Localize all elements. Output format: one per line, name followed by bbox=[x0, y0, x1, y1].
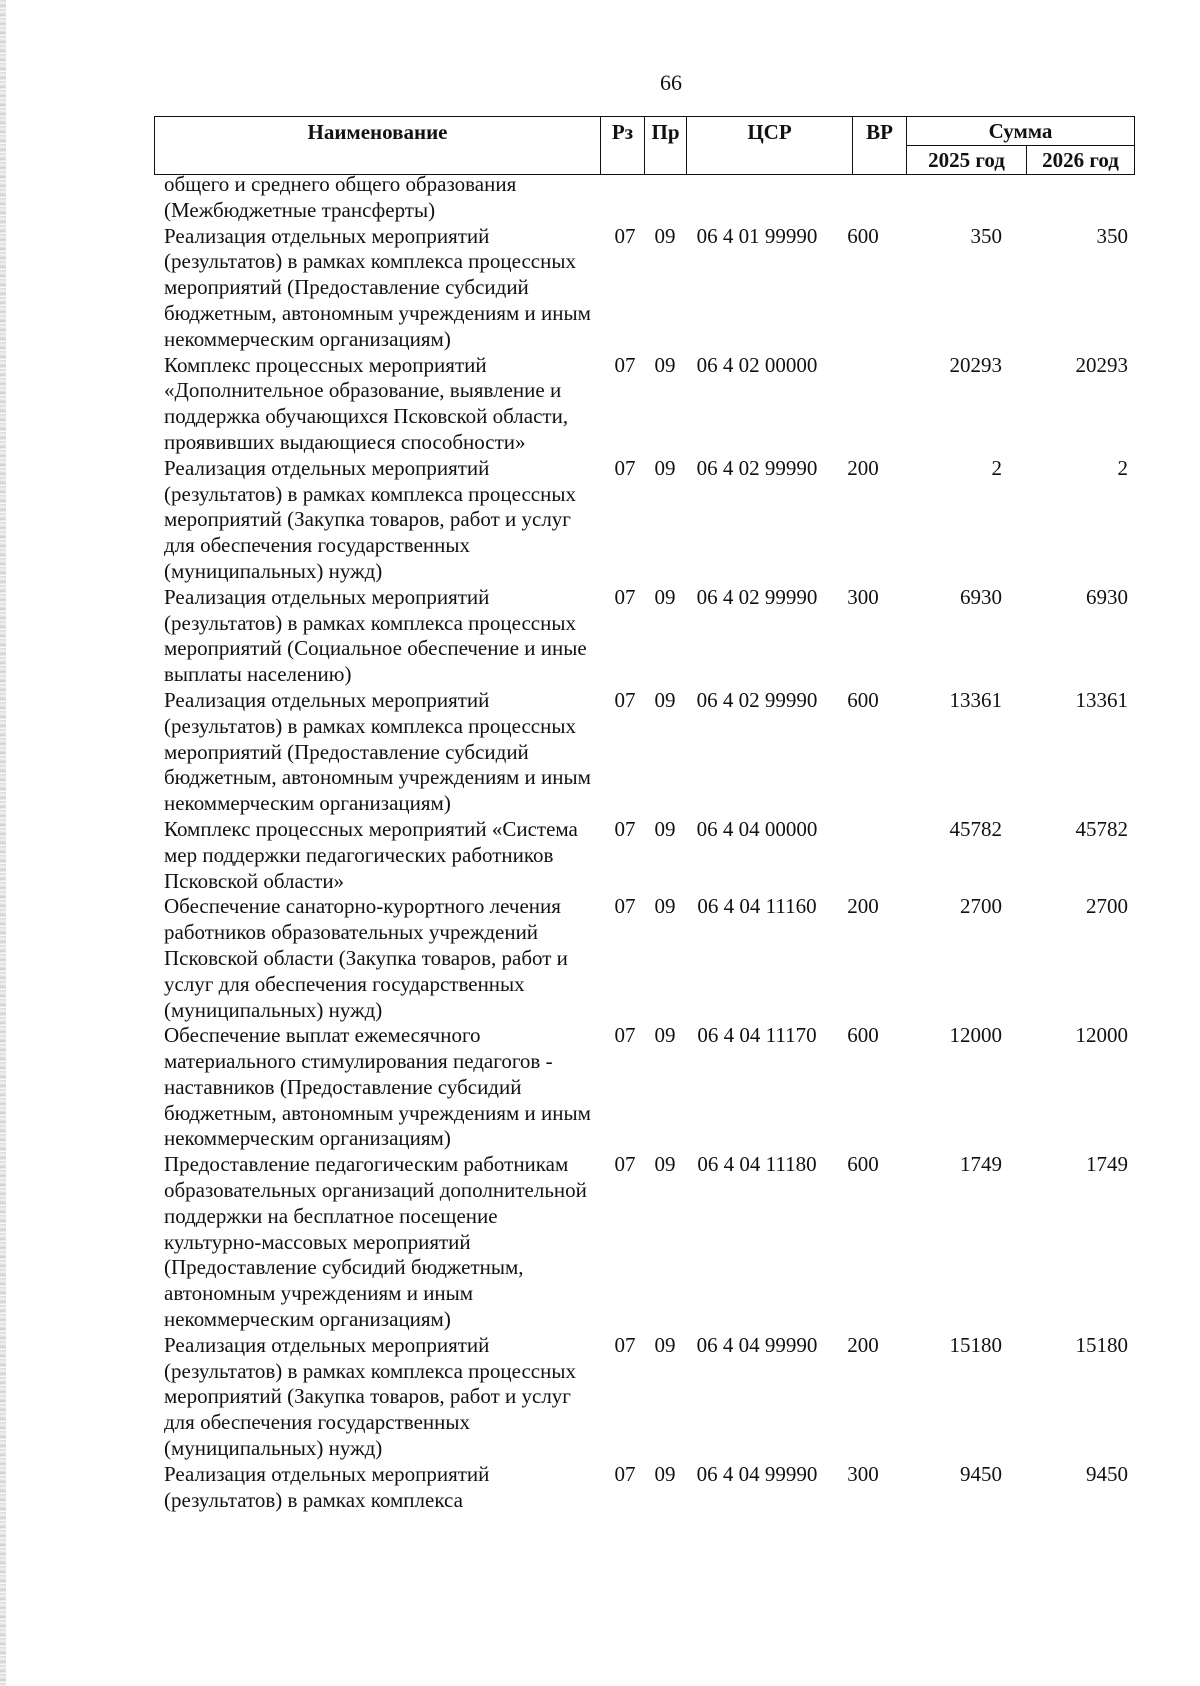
row-pr: 09 bbox=[654, 894, 676, 919]
header-year-2026: 2026 год bbox=[1027, 146, 1135, 175]
row-rz bbox=[600, 172, 650, 224]
row-csr: 06 4 04 11170 bbox=[697, 1023, 817, 1048]
row-vr: 600 bbox=[847, 687, 879, 712]
row-pr bbox=[650, 172, 680, 224]
row-rz: 07 bbox=[614, 1152, 636, 1177]
header-sum: Сумма bbox=[907, 117, 1135, 146]
row-vr: 600 bbox=[847, 1023, 879, 1048]
table-row bbox=[154, 1462, 1138, 1514]
row-amount-2025: 350 bbox=[970, 223, 1002, 248]
row-vr: 200 bbox=[847, 894, 879, 919]
row-amount-2026: 1749 bbox=[1086, 1152, 1128, 1177]
row-rz: 07 bbox=[614, 455, 636, 480]
row-amount-2026: 13361 bbox=[1075, 687, 1128, 712]
table-row bbox=[154, 224, 1138, 353]
row-amount-2025: 13361 bbox=[949, 687, 1002, 712]
page-number: 66 bbox=[660, 70, 682, 95]
header-pr: Пр bbox=[645, 117, 687, 175]
row-csr: 06 4 02 99990 bbox=[696, 455, 818, 480]
row-amount-2025: 9450 bbox=[960, 1461, 1002, 1486]
scan-edge bbox=[0, 0, 6, 1686]
row-amount-2026: 12000 bbox=[1075, 1023, 1128, 1048]
row-amount-2025: 20293 bbox=[949, 352, 1002, 377]
table-row bbox=[154, 894, 1138, 1023]
row-amount-2026: 45782 bbox=[1075, 816, 1128, 841]
row-rz: 07 bbox=[614, 1461, 636, 1486]
row-name: Реализация отдельных мероприятий (результатов) в рамках комплекса процессных мероприятий (Предоставление субсидий бюджетным, автономным учреждениям и иным некоммерческим организациям) bbox=[164, 687, 591, 816]
row-amount-2025: 12000 bbox=[949, 1023, 1002, 1048]
row-name: Обеспечение санаторно-курортного лечения работников образовательных учреждений Псковской области (Закупка товаров, работ и услуг для обеспечения государственных (муниципальных) нужд) bbox=[164, 894, 568, 1022]
header-year-2025: 2025 год bbox=[907, 146, 1027, 175]
row-pr: 09 bbox=[654, 1023, 676, 1048]
row-csr: 06 4 02 00000 bbox=[696, 352, 818, 377]
row-vr: 300 bbox=[847, 584, 879, 609]
table-row bbox=[154, 353, 1138, 456]
row-amount-2026: 350 bbox=[1096, 223, 1128, 248]
row-csr: 06 4 04 00000 bbox=[696, 816, 818, 841]
row-rz: 07 bbox=[614, 223, 636, 248]
row-pr: 09 bbox=[654, 687, 676, 712]
row-csr: 06 4 02 99990 bbox=[696, 584, 818, 609]
row-amount-2025: 1749 bbox=[960, 1152, 1002, 1177]
row-rz: 07 bbox=[614, 687, 636, 712]
budget-table-body bbox=[154, 172, 1138, 1513]
header-name: Наименование bbox=[155, 117, 601, 175]
table-row bbox=[154, 1333, 1138, 1462]
row-vr: 600 bbox=[847, 223, 879, 248]
row-name: Обеспечение выплат ежемесячного материального стимулирования педагогов - наставников (Предоставление субсидий бюджетным, автономным учреждениям и иным некоммерческим организациям) bbox=[164, 1023, 591, 1151]
row-amount-2026: 20293 bbox=[1075, 352, 1128, 377]
row-csr: 06 4 04 11180 bbox=[697, 1152, 817, 1177]
row-name: Предоставление педагогическим работникам образовательных организаций дополнительной поддержки на бесплатное посещение культурно-массовых мероприятий (Предоставление субсидий бюджетным, автономным учреждениям и иным некоммерческим организациям) bbox=[164, 1152, 587, 1332]
table-row bbox=[154, 1152, 1138, 1333]
row-name: Реализация отдельных мероприятий (результатов) в рамках комплекса процессных мероприятий (Социальное обеспечение и иные выплаты населению) bbox=[164, 584, 587, 687]
row-csr: 06 4 02 99990 bbox=[696, 687, 818, 712]
row-name: Реализация отдельных мероприятий (результатов) в рамках комплекса процессных мероприятий (Закупка товаров, работ и услуг для обеспечения государственных (муниципальных) нужд) bbox=[164, 1332, 576, 1461]
table-row bbox=[154, 817, 1138, 894]
row-pr: 09 bbox=[654, 1461, 676, 1486]
row-rz: 07 bbox=[614, 894, 636, 919]
row-vr: 300 bbox=[847, 1461, 879, 1486]
row-amount-2026 bbox=[1018, 172, 1138, 224]
table-header bbox=[154, 116, 1135, 175]
row-csr: 06 4 04 99990 bbox=[696, 1332, 818, 1357]
row-amount-2025 bbox=[892, 172, 1018, 224]
row-amount-2025: 45782 bbox=[949, 816, 1002, 841]
row-pr: 09 bbox=[654, 584, 676, 609]
row-vr: 200 bbox=[847, 455, 879, 480]
row-amount-2025: 6930 bbox=[960, 584, 1002, 609]
row-pr: 09 bbox=[654, 352, 676, 377]
table-row bbox=[154, 456, 1138, 585]
row-name: Комплекс процессных мероприятий «Система мер поддержки педагогических работников Псковской области» bbox=[164, 816, 578, 893]
row-vr: 200 bbox=[847, 1332, 879, 1357]
row-amount-2025: 2700 bbox=[960, 894, 1002, 919]
table-row bbox=[154, 1023, 1138, 1152]
header-rz: Рз bbox=[601, 117, 645, 175]
table-row bbox=[154, 172, 1138, 224]
row-name: Реализация отдельных мероприятий (результатов) в рамках комплекса процессных мероприятий (Закупка товаров, работ и услуг для обеспечения государственных (муниципальных) нужд) bbox=[164, 455, 576, 583]
row-amount-2026: 15180 bbox=[1075, 1332, 1128, 1357]
row-amount-2025: 15180 bbox=[949, 1332, 1002, 1357]
row-name: общего и среднего общего образования (Межбюджетные трансферты) bbox=[164, 172, 517, 222]
row-rz: 07 bbox=[614, 1023, 636, 1048]
budget-table bbox=[154, 172, 1138, 1513]
row-pr: 09 bbox=[654, 1152, 676, 1177]
row-amount-2026: 2 bbox=[1117, 455, 1128, 480]
row-rz: 07 bbox=[614, 816, 636, 841]
row-csr: 06 4 04 11160 bbox=[697, 894, 817, 919]
row-amount-2025: 2 bbox=[991, 455, 1002, 480]
row-csr: 06 4 04 99990 bbox=[696, 1461, 818, 1486]
header-csr: ЦСР bbox=[687, 117, 853, 175]
row-name: Реализация отдельных мероприятий (результатов) в рамках комплекса процессных мероприятий (Предоставление субсидий бюджетным, автономным учреждениям и иным некоммерческим организациям) bbox=[164, 223, 591, 351]
row-name: Реализация отдельных мероприятий (результатов) в рамках комплекса bbox=[164, 1461, 490, 1512]
row-pr: 09 bbox=[654, 1332, 676, 1357]
row-pr: 09 bbox=[654, 455, 676, 480]
row-csr bbox=[680, 172, 834, 224]
row-amount-2026: 6930 bbox=[1086, 584, 1128, 609]
row-amount-2026: 2700 bbox=[1086, 894, 1128, 919]
row-vr bbox=[834, 172, 892, 224]
row-rz: 07 bbox=[614, 352, 636, 377]
table-row bbox=[154, 585, 1138, 688]
row-csr: 06 4 01 99990 bbox=[696, 223, 818, 248]
row-amount-2026: 9450 bbox=[1086, 1461, 1128, 1486]
row-name: Комплекс процессных мероприятий «Дополнительное образование, выявление и поддержка обучающихся Псковской области, проявивших выдающиеся способности» bbox=[164, 352, 569, 454]
table-row bbox=[154, 688, 1138, 817]
row-pr: 09 bbox=[654, 223, 676, 248]
row-vr bbox=[834, 817, 892, 894]
row-rz: 07 bbox=[614, 1332, 636, 1357]
row-rz: 07 bbox=[614, 584, 636, 609]
row-vr: 600 bbox=[847, 1152, 879, 1177]
header-vr: ВР bbox=[853, 117, 907, 175]
row-vr bbox=[834, 353, 892, 456]
row-pr: 09 bbox=[654, 816, 676, 841]
